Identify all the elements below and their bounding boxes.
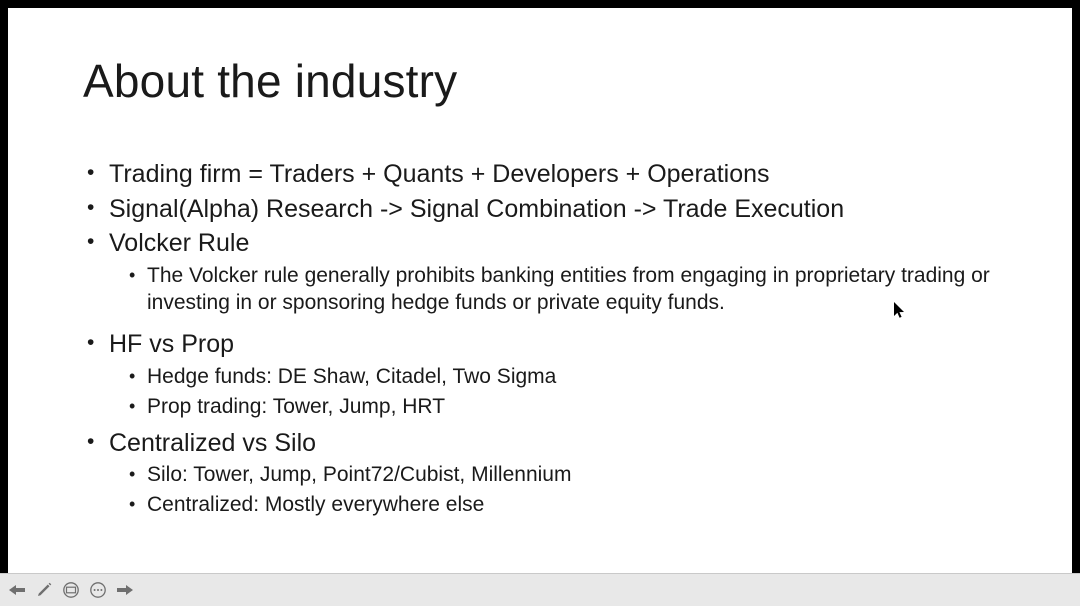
right-arrow-icon <box>116 583 134 597</box>
next-slide-button[interactable] <box>114 579 136 601</box>
screen-icon <box>61 582 81 598</box>
slide-body <box>83 158 1013 520</box>
pen-icon <box>35 581 53 599</box>
pen-tool-button[interactable] <box>33 579 55 601</box>
sub-bullet-item: • Hedge funds: DE Shaw, Citadel, Two Sigma <box>83 363 1013 391</box>
left-arrow-icon <box>8 583 26 597</box>
bullet-item: • HF vs Prop <box>83 328 1013 361</box>
slideshow-toolbar <box>0 573 1080 606</box>
sub-bullet-item: • Centralized: Mostly everywhere else <box>83 491 1013 519</box>
more-options-button[interactable] <box>87 579 109 601</box>
previous-slide-button[interactable] <box>6 579 28 601</box>
sub-bullet-item: • Prop trading: Tower, Jump, HRT <box>83 393 1013 421</box>
sub-bullet-item: • The Volcker rule generally prohibits banking entities from engaging in proprietary trading or investing in or sponsoring hedge funds or private equity funds. <box>83 262 1013 318</box>
bullet-item: • Signal(Alpha) Research -> Signal Combination -> Trade Execution <box>83 193 1013 226</box>
bullet-item: • Volcker Rule <box>83 227 1013 260</box>
spacer <box>83 318 1013 328</box>
slide-view-button[interactable] <box>60 579 82 601</box>
page-title: About the industry <box>83 55 458 107</box>
ellipsis-icon <box>88 582 108 598</box>
slide-canvas[interactable] <box>8 8 1072 573</box>
bullet-item: • Centralized vs Silo <box>83 427 1013 460</box>
sub-bullet-item: • Silo: Tower, Jump, Point72/Cubist, Millennium <box>83 461 1013 489</box>
bullet-item: • Trading firm = Traders + Quants + Developers + Operations <box>83 158 1013 191</box>
